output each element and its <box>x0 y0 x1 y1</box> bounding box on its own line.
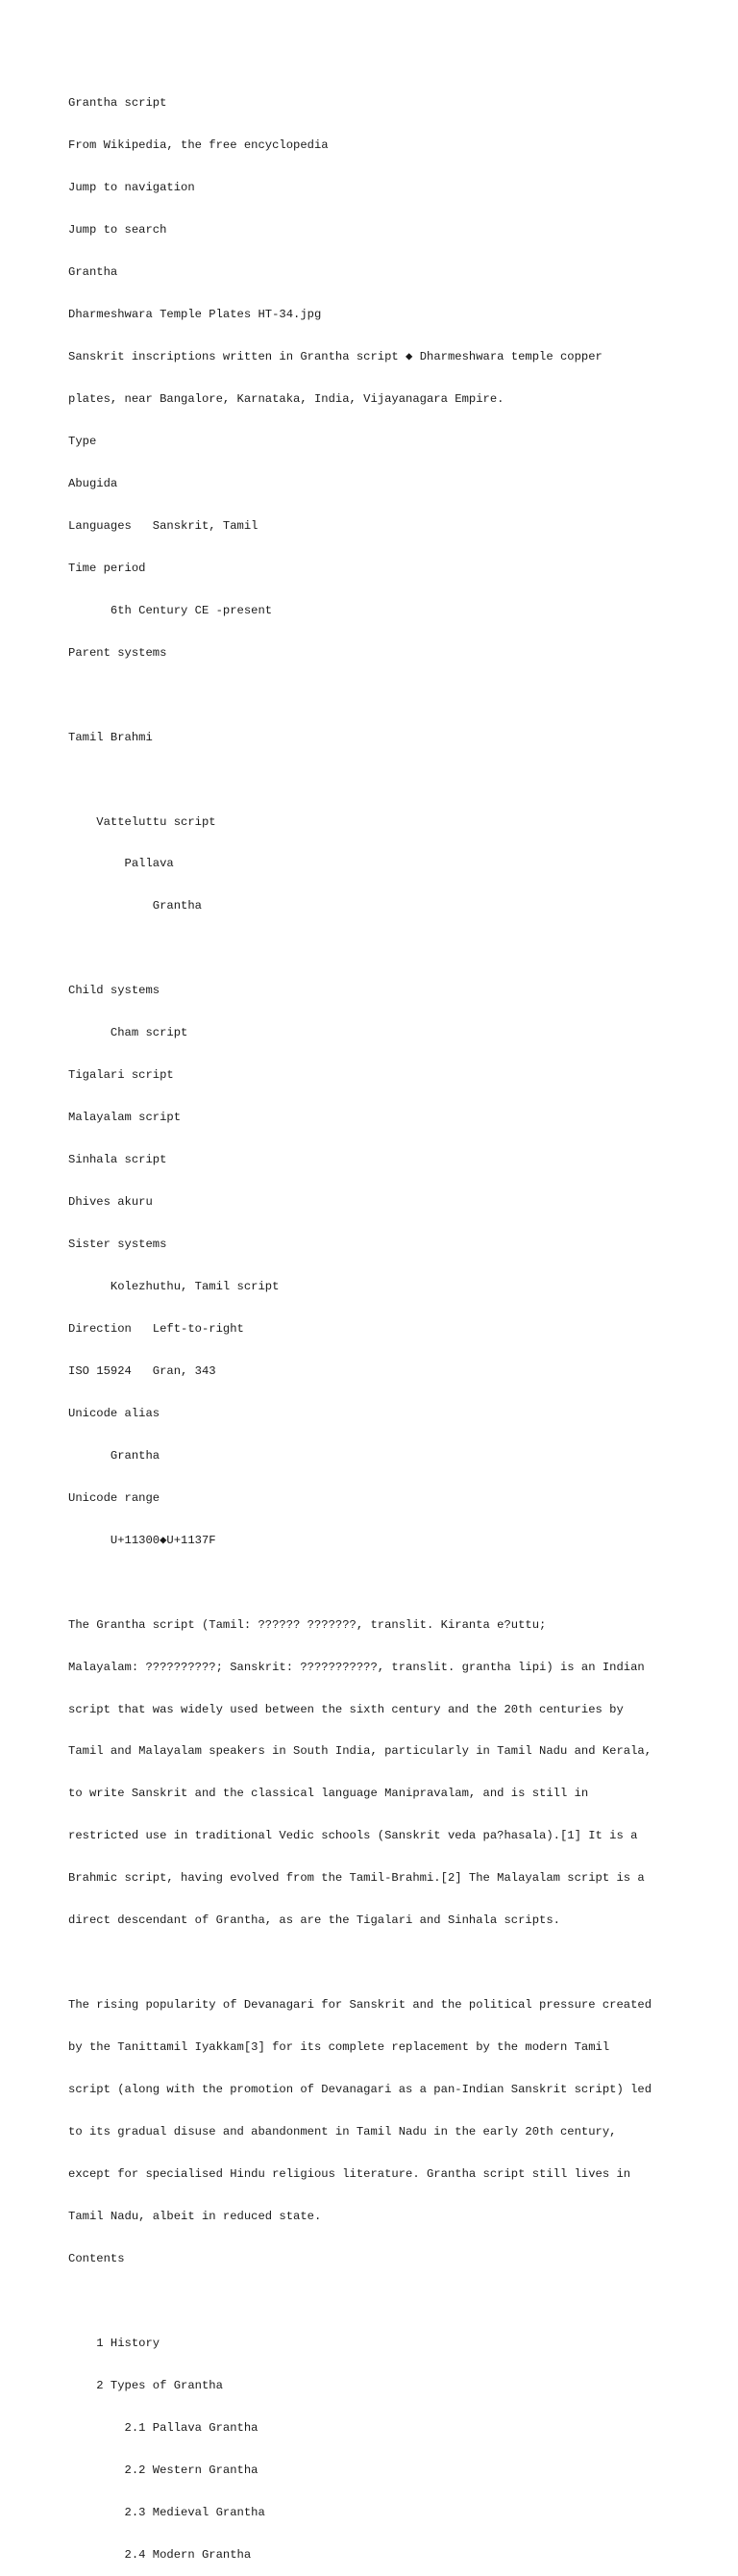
infobox-direction-row: Direction Left-to-right <box>68 1321 244 1336</box>
toc-item-medieval-grantha[interactable]: 2.3 Medieval Grantha <box>68 2505 265 2519</box>
second-paragraph-line: except for specialised Hindu religious literature. Grantha script still lives in <box>68 2167 631 2182</box>
intro-paragraph-line: The Grantha script (Tamil: ?????? ???????, translit. Kiranta e?uttu; <box>68 1617 547 1632</box>
infobox-unicode-range-label: Unicode range <box>68 1490 160 1505</box>
child-system-item[interactable]: Sinhala script <box>68 1153 167 1167</box>
contents-heading: Contents <box>68 2251 125 2265</box>
intro-paragraph-line: Brahmic script, having evolved from the Tamil-Brahmi.[2] The Malayalam script is a <box>68 1871 645 1886</box>
intro-paragraph-line: Malayalam: ??????????; Sanskrit: ???????????, translit. grantha lipi) is an Indian <box>68 1660 645 1674</box>
second-paragraph-line: The rising popularity of Devanagari for Sanskrit and the political pressure created <box>68 1998 652 2013</box>
blank-line <box>68 2294 722 2309</box>
toc-item-pallava-grantha[interactable]: 2.1 Pallava Grantha <box>68 2420 258 2435</box>
infobox-time-period-value: 6th Century CE -present <box>68 603 273 617</box>
intro-paragraph-line: script that was widely used between the sixth century and the 20th centuries by <box>68 1702 624 1716</box>
infobox-image-caption: Sanskrit inscriptions written in Grantha script ◆ Dharmeshwara temple copper <box>68 350 603 364</box>
infobox-unicode-range-value[interactable]: U+11300◆U+1137F <box>68 1533 216 1547</box>
parent-system-item[interactable]: Vatteluttu script <box>68 814 216 829</box>
infobox-unicode-alias-label: Unicode alias <box>68 1406 160 1420</box>
second-paragraph-line: by the Tanittamil Iyakkam[3] for its complete replacement by the modern Tamil <box>68 2040 610 2055</box>
infobox-title: Grantha <box>68 265 118 280</box>
blank-line <box>68 688 722 703</box>
infobox-type-value[interactable]: Abugida <box>68 476 118 490</box>
infobox-image-caption: plates, near Bangalore, Karnataka, India, Vijayanagara Empire. <box>68 391 504 406</box>
child-system-item[interactable]: Malayalam script <box>68 1111 182 1125</box>
infobox-time-period-label: Time period <box>68 561 146 575</box>
infobox-image-filename[interactable]: Dharmeshwara Temple Plates HT-34.jpg <box>68 308 322 322</box>
intro-paragraph-line: restricted use in traditional Vedic schools (Sanskrit veda pa?hasala).[1] It is a <box>68 1829 638 1843</box>
child-system-item[interactable]: Tigalari script <box>68 1068 174 1083</box>
infobox-child-systems-label: Child systems <box>68 984 160 998</box>
blank-line <box>68 1956 722 1970</box>
toc-item-modern-grantha[interactable]: 2.4 Modern Grantha <box>68 2547 252 2562</box>
parent-system-item[interactable]: Tamil Brahmi <box>68 730 153 744</box>
infobox-parent-systems-label: Parent systems <box>68 645 167 660</box>
jump-to-navigation-link[interactable]: Jump to navigation <box>68 181 195 195</box>
intro-paragraph-line: direct descendant of Grantha, as are the Tigalari and Sinhala scripts. <box>68 1913 560 1928</box>
source-tagline: From Wikipedia, the free encyclopedia <box>68 138 329 153</box>
second-paragraph-line: script (along with the promotion of Devanagari as a pan-Indian Sanskrit script) led <box>68 2083 652 2097</box>
second-paragraph-line: Tamil Nadu, albeit in reduced state. <box>68 2209 322 2223</box>
intro-paragraph-line: Tamil and Malayalam speakers in South India, particularly in Tamil Nadu and Kerala, <box>68 1744 652 1759</box>
infobox-languages-row: Languages Sanskrit, Tamil <box>68 518 258 533</box>
parent-system-item[interactable]: Pallava <box>68 857 174 871</box>
infobox-unicode-alias-value: Grantha <box>68 1448 160 1463</box>
infobox-sister-systems-label: Sister systems <box>68 1238 167 1252</box>
parent-system-item: Grantha <box>68 899 202 913</box>
page-title: Grantha script <box>68 96 167 111</box>
document-text <box>68 68 722 2576</box>
child-system-item[interactable]: Dhives akuru <box>68 1195 153 1210</box>
toc-item-history[interactable]: 1 History <box>68 2336 160 2350</box>
infobox-iso-row: ISO 15924 Gran, 343 <box>68 1363 216 1378</box>
intro-paragraph-line: to write Sanskrit and the classical language Manipravalam, and is still in <box>68 1787 589 1801</box>
second-paragraph-line: to its gradual disuse and abandonment in Tamil Nadu in the early 20th century, <box>68 2125 617 2139</box>
blank-line <box>68 941 722 956</box>
toc-item-western-grantha[interactable]: 2.2 Western Grantha <box>68 2463 258 2477</box>
sister-system-item[interactable]: Kolezhuthu, Tamil script <box>68 1280 280 1293</box>
child-system-item[interactable]: Cham script <box>68 1026 188 1040</box>
toc-item-types-of-grantha[interactable]: 2 Types of Grantha <box>68 2378 223 2392</box>
blank-line <box>68 1576 722 1590</box>
blank-line <box>68 773 722 788</box>
infobox-type-label: Type <box>68 434 97 448</box>
jump-to-search-link[interactable]: Jump to search <box>68 223 167 238</box>
